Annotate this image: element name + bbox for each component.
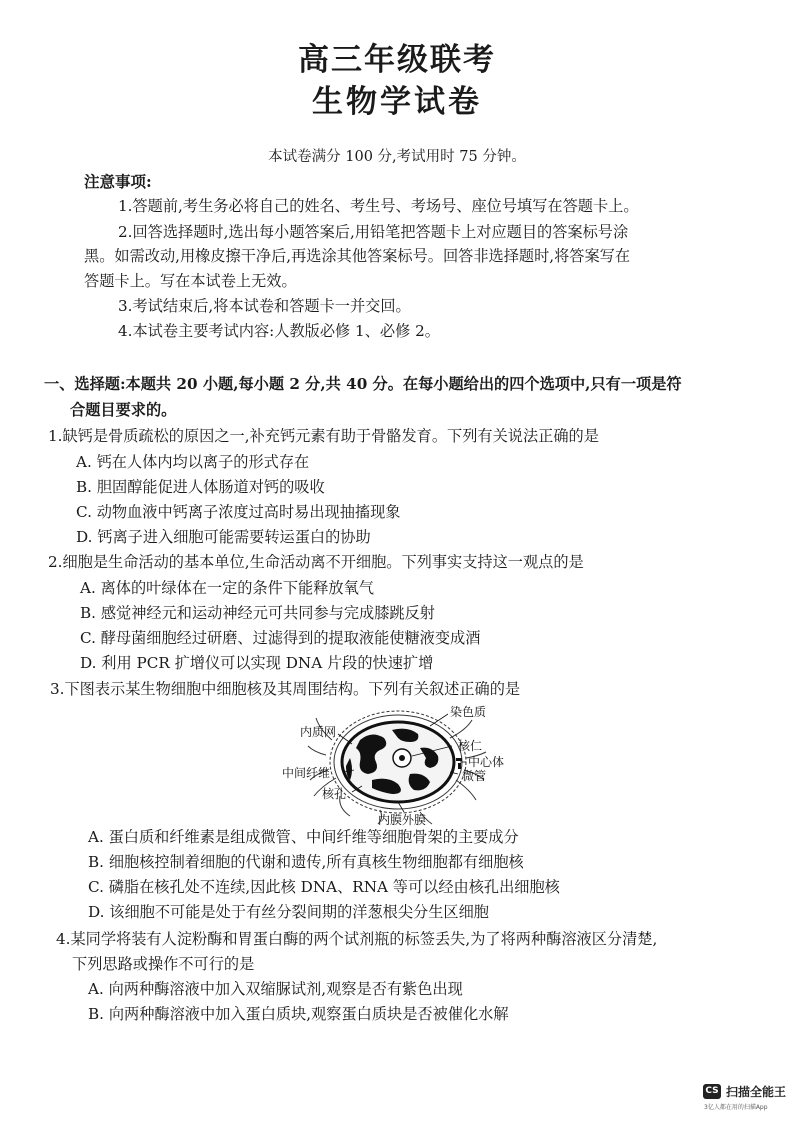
section-heading-line1: 一、选择题:本题共 20 小题,每小题 2 分,共 40 分。在每小题给出的四个选项中,只有一项是符 [44, 375, 682, 393]
question-2-option-b: B. 感觉神经元和运动神经元可共同参与完成膝跳反射 [80, 604, 435, 622]
label-microtubule: 微管 [462, 769, 487, 783]
question-2-stem: 2.细胞是生命活动的基本单位,生命活动离不开细胞。下列事实支持这一观点的是 [48, 553, 584, 571]
exam-title-line2: 生物学试卷 [312, 84, 482, 120]
notice-heading: 注意事项: [84, 172, 152, 191]
nucleus-diagram [280, 700, 520, 830]
question-4-option-b: B. 向两种酶溶液中加入蛋白质块,观察蛋白质块是否被催化水解 [88, 1005, 509, 1023]
question-1-option-d: D. 钙离子进入细胞可能需要转运蛋白的协助 [76, 528, 371, 546]
question-2-option-c: C. 酵母菌细胞经过研磨、过滤得到的提取液能使糖液变成酒 [80, 629, 481, 647]
label-nucleolus: 核仁 [458, 739, 483, 753]
question-3-option-d: D. 该细胞不可能是处于有丝分裂间期的洋葱根尖分生区细胞 [88, 903, 489, 921]
label-er: 内质网 [300, 725, 337, 739]
question-4-option-a: A. 向两种酶溶液中加入双缩脲试剂,观察是否有紫色出现 [88, 980, 463, 998]
question-1-option-c: C. 动物血液中钙离子浓度过高时易出现抽搐现象 [76, 503, 401, 521]
notice-line: 1.答题前,考生务必将自己的姓名、考生号、考场号、座位号填写在答题卡上。 [118, 197, 639, 215]
label-intermediate-filament: 中间纤维 [282, 766, 331, 780]
exam-title-line1: 高三年级联考 [298, 42, 496, 78]
label-nuclear-pore: 核孔 [322, 787, 347, 801]
question-2-option-d: D. 利用 PCR 扩增仪可以实现 DNA 片段的快速扩增 [80, 654, 434, 672]
question-3-option-c: C. 磷脂在核孔处不连续,因此核 DNA、RNA 等可以经由核孔出细胞核 [88, 878, 560, 896]
question-2-option-a: A. 离体的叶绿体在一定的条件下能释放氧气 [80, 579, 374, 597]
watermark-subtitle: 3亿人都在用的扫描App [704, 1104, 768, 1111]
question-4-stem-line2: 下列思路或操作不可行的是 [72, 955, 255, 973]
section-heading-line2: 合题目要求的。 [70, 401, 177, 419]
question-3-option-a: A. 蛋白质和纤维素是组成微管、中间纤维等细胞骨架的主要成分 [88, 828, 519, 846]
notice-line: 4.本试卷主要考试内容:人教版必修 1、必修 2。 [118, 322, 440, 340]
nucleolus-core [399, 755, 405, 761]
question-1-option-a: A. 钙在人体内均以离子的形式存在 [76, 453, 310, 471]
label-chromatin: 染色质 [450, 705, 487, 719]
question-3-stem: 3.下图表示某生物细胞中细胞核及其周围结构。下列有关叙述正确的是 [50, 680, 521, 698]
notice-line: 答题卡上。写在本试卷上无效。 [84, 272, 297, 290]
notice-line: 黑。如需改动,用橡皮擦干净后,再选涂其他答案标号。回答非选择题时,将答案写在 [84, 247, 631, 265]
exam-subtitle: 本试卷满分 100 分,考试用时 75 分钟。 [268, 149, 526, 165]
centrosome-shape [456, 758, 462, 769]
notice-line: 3.考试结束后,将本试卷和答题卡一并交回。 [118, 297, 411, 315]
watermark-name: 扫描全能王 [726, 1085, 787, 1099]
camscanner-logo: CS [703, 1084, 721, 1099]
notice-line: 2.回答选择题时,选出每小题答案后,用铅笔把答题卡上对应题目的答案标号涂 [118, 223, 629, 241]
label-centrosome: 中心体 [468, 755, 505, 769]
question-3-option-b: B. 细胞核控制着细胞的代谢和遗传,所有真核生物细胞都有细胞核 [88, 853, 524, 871]
nucleus-figure [280, 700, 520, 830]
label-outer-membrane: 内膜外膜 [378, 813, 427, 827]
question-1-option-b: B. 胆固醇能促进人体肠道对钙的吸收 [76, 478, 325, 496]
question-1-stem: 1.缺钙是骨质疏松的原因之一,补充钙元素有助于骨骼发育。下列有关说法正确的是 [48, 427, 599, 445]
question-4-stem-line1: 4.某同学将装有人淀粉酶和胃蛋白酶的两个试剂瓶的标签丢失,为了将两种酶溶液区分清楚, [56, 930, 658, 948]
